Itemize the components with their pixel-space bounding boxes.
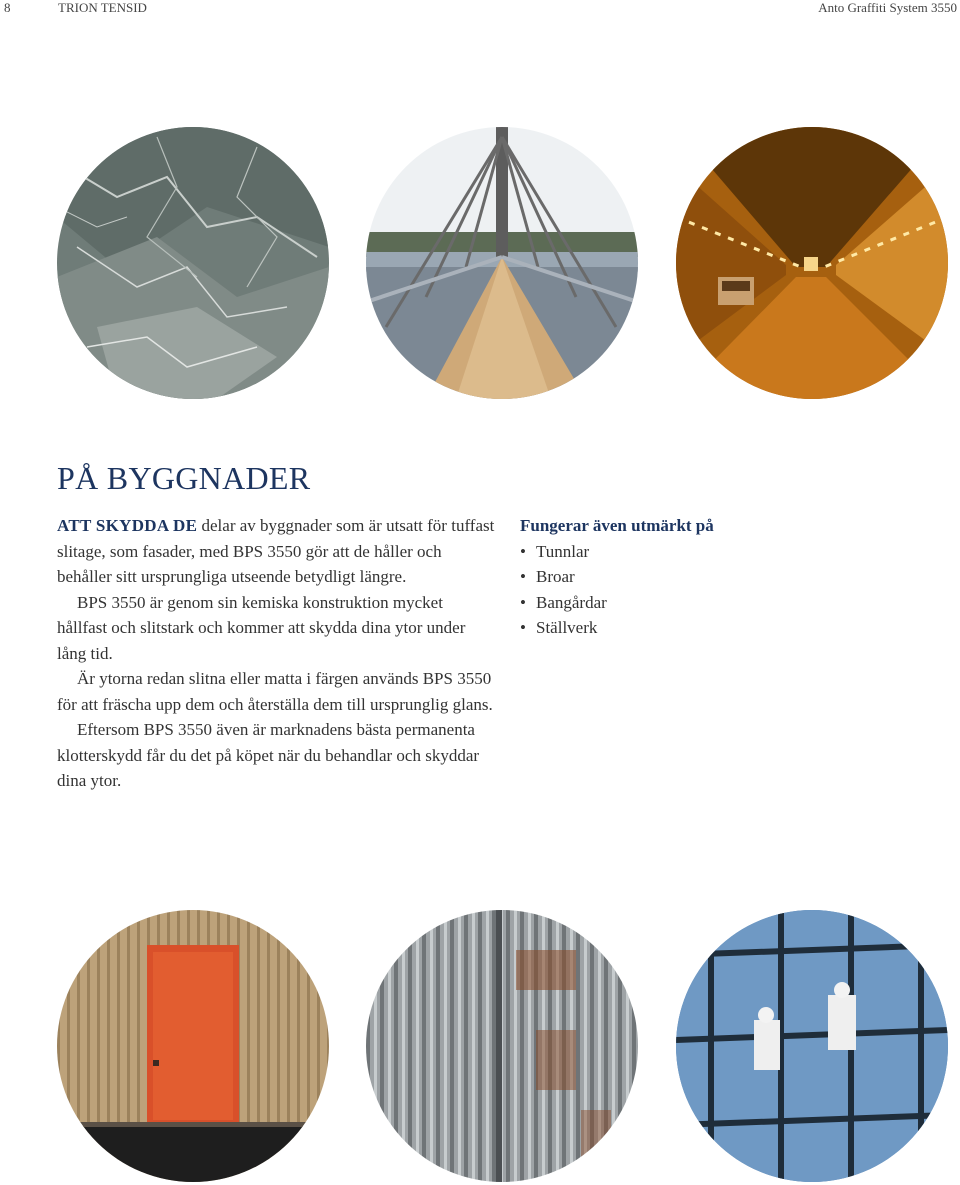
list-item: • Tunnlar — [520, 539, 820, 565]
corrugated-metal-photo — [366, 910, 638, 1182]
bridge-photo — [366, 127, 638, 399]
tunnel-photo — [676, 127, 948, 399]
glass-facade-photo — [676, 910, 948, 1182]
paragraph-3: Är ytorna redan slitna eller matta i färgen används BPS 3550 för att fräscha upp dem och återställa dem till ursprunglig glans. — [57, 669, 493, 714]
applications-title: Fungerar även utmärkt på — [520, 516, 714, 535]
page-title: PÅ BYGGNADER — [57, 460, 311, 496]
lead-in: ATT SKYDDA DE — [57, 516, 198, 535]
applications-box — [520, 513, 820, 641]
page-number: 8 — [4, 0, 11, 15]
publication-name: TRION TENSID — [58, 0, 147, 15]
paragraph-1 — [57, 513, 497, 590]
list-item: • Bangårdar — [520, 590, 820, 616]
door-photo — [57, 910, 329, 1182]
page-header — [0, 0, 960, 18]
paragraph-4: Eftersom BPS 3550 även är marknadens bästa permanenta klotterskydd får du det på köpet när du behandlar och skyddar dina ytor. — [57, 720, 480, 790]
paragraph-1-text: delar av byggnader som är utsatt för tuffast slitage, som fasader, med BPS 3550 gör att de håller och behåller sitt ursprungliga utseende betydligt längre. — [57, 516, 495, 586]
paragraph-2: BPS 3550 är genom sin kemiska konstruktion mycket hållfast och slitstark och kommer att skydda dina ytor under lång tid. — [57, 592, 466, 663]
list-item: • Ställverk — [520, 615, 820, 641]
applications-list — [520, 539, 820, 641]
list-item: • Broar — [520, 564, 820, 590]
system-name: Anto Graffiti System 3550 — [818, 0, 957, 15]
marble-photo — [57, 127, 329, 399]
article-body — [57, 513, 497, 794]
